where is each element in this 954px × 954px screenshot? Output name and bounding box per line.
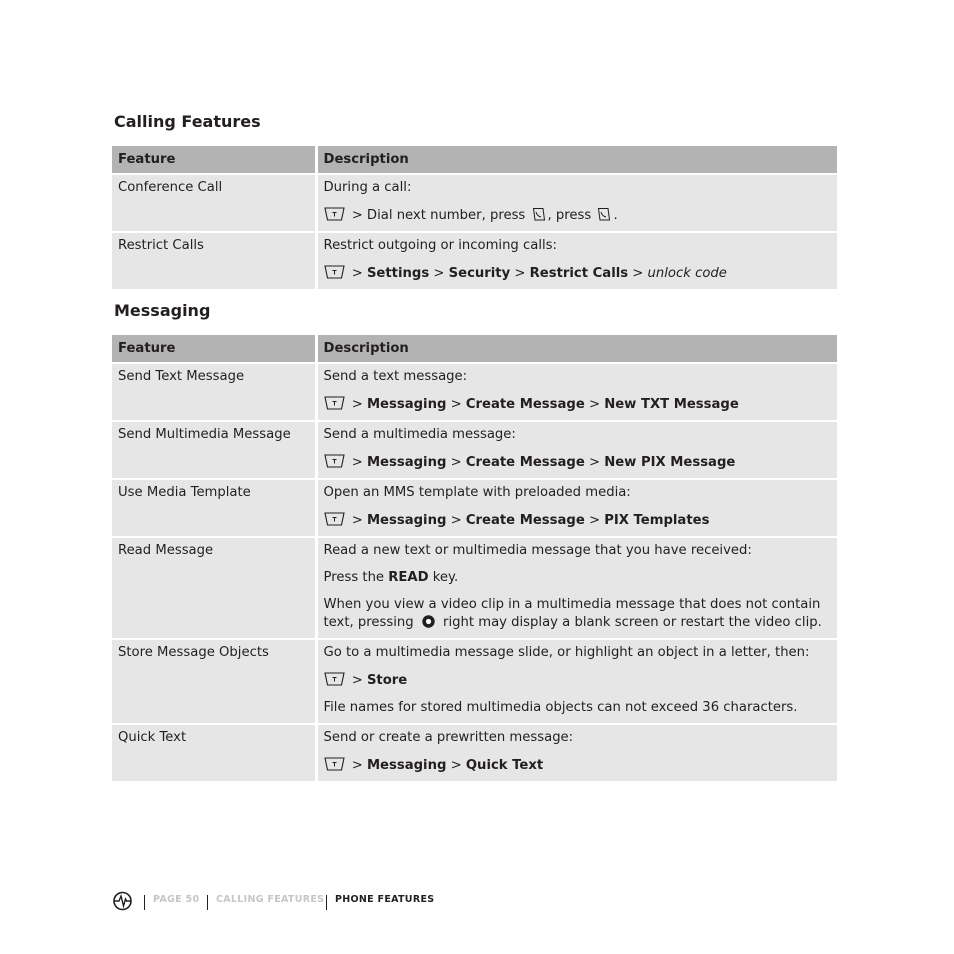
description-line: Restrict outgoing or incoming calls: (323, 238, 557, 253)
nav-key-icon (421, 614, 436, 629)
table-row (112, 479, 837, 537)
description-line: Send a multimedia message: (323, 427, 516, 442)
footer-divider (326, 895, 327, 910)
messaging-title: Messaging (114, 301, 211, 320)
feature-cell: Send Multimedia Message (112, 421, 316, 479)
table-header-row (112, 146, 837, 174)
description-cell (316, 421, 837, 479)
description-cell (316, 232, 837, 289)
description-line: Send or create a prewritten message: (323, 730, 574, 745)
menu-path: > Messaging > Create Message > PIX Templates (324, 511, 832, 530)
table-row (112, 363, 837, 421)
feature-column-header: Feature (112, 146, 316, 174)
feature-cell: Use Media Template (112, 479, 316, 537)
description-cell (316, 174, 837, 232)
description-line: During a call: (323, 180, 412, 195)
description-column-header: Description (316, 146, 837, 174)
description-cell (316, 639, 837, 724)
footer-chapter: PHONE FEATURES (335, 894, 435, 905)
messaging-table (112, 335, 837, 781)
table-row (112, 232, 837, 289)
menu-key-icon (324, 453, 346, 469)
menu-path: > Messaging > Create Message > New TXT Message (324, 395, 832, 414)
feature-cell: Read Message (112, 537, 316, 639)
description-cell (316, 724, 837, 781)
calling-features-title: Calling Features (114, 112, 261, 131)
description-cell (316, 363, 837, 421)
description-line: When you view a video clip in a multimedia message that does not contain text, pressing right may display a blank screen or restart the video clip. (323, 597, 822, 630)
menu-key-icon (324, 206, 346, 222)
footer-divider (144, 895, 145, 910)
description-line: File names for stored multimedia objects can not exceed 36 characters. (323, 700, 798, 715)
menu-path: > Store (324, 671, 832, 690)
table-row (112, 639, 837, 724)
description-line: > Dial next number, press , press . (324, 206, 832, 225)
feature-cell: Restrict Calls (112, 232, 316, 289)
feature-cell: Conference Call (112, 174, 316, 232)
table-row (112, 724, 837, 781)
menu-key-icon (324, 756, 346, 772)
menu-key-icon (324, 511, 346, 527)
description-column-header: Description (316, 335, 837, 363)
footer-divider (207, 895, 208, 910)
feature-cell: Send Text Message (112, 363, 316, 421)
calling-features-table (112, 146, 837, 289)
footer-page-number: PAGE 50 (153, 894, 200, 905)
menu-key-icon (324, 264, 346, 280)
menu-key-icon (324, 395, 346, 411)
send-key-icon (532, 207, 546, 222)
table-row (112, 421, 837, 479)
brand-logo-icon (113, 890, 133, 912)
description-cell (316, 479, 837, 537)
table-row (112, 537, 837, 639)
menu-path: > Settings > Security > Restrict Calls > unlock code (324, 264, 832, 283)
description-line: Press the READ key. (323, 570, 459, 585)
description-line: Go to a multimedia message slide, or highlight an object in a letter, then: (323, 645, 810, 660)
table-row (112, 174, 837, 232)
table-header-row (112, 335, 837, 363)
description-cell (316, 537, 837, 639)
description-line: Send a text message: (323, 369, 468, 384)
menu-key-icon (324, 671, 346, 687)
feature-cell: Store Message Objects (112, 639, 316, 724)
description-line: Read a new text or multimedia message that you have received: (323, 543, 752, 558)
feature-column-header: Feature (112, 335, 316, 363)
feature-cell: Quick Text (112, 724, 316, 781)
menu-path: > Messaging > Create Message > New PIX Message (324, 453, 832, 472)
description-line: Open an MMS template with preloaded media: (323, 485, 631, 500)
menu-path: > Messaging > Quick Text (324, 756, 832, 775)
footer-section: CALLING FEATURES (216, 894, 325, 905)
send-key-icon (597, 207, 611, 222)
